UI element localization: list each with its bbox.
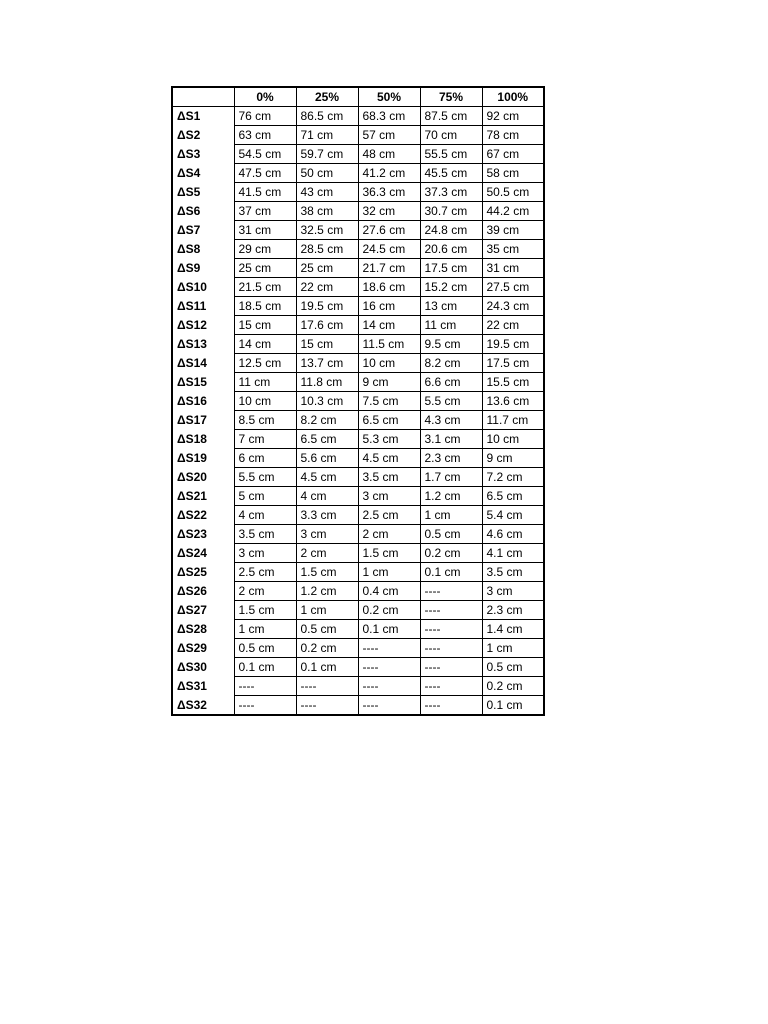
table-cell-75-percent: 70 cm <box>420 126 482 145</box>
table-cell-100-percent: 0.1 cm <box>482 696 544 716</box>
table-row <box>172 278 544 297</box>
table-cell-0-percent: 25 cm <box>234 259 296 278</box>
table-cell-100-percent: 1.4 cm <box>482 620 544 639</box>
row-label: ΔS4 <box>172 164 234 183</box>
table-cell-50-percent: 0.1 cm <box>358 620 420 639</box>
table-cell-0-percent: 1 cm <box>234 620 296 639</box>
row-label: ΔS28 <box>172 620 234 639</box>
table-cell-75-percent: 15.2 cm <box>420 278 482 297</box>
table-cell-50-percent: 1 cm <box>358 563 420 582</box>
table-cell-75-percent: 0.1 cm <box>420 563 482 582</box>
row-label: ΔS25 <box>172 563 234 582</box>
table-cell-25-percent: 6.5 cm <box>296 430 358 449</box>
table-row <box>172 183 544 202</box>
table-cell-0-percent: 12.5 cm <box>234 354 296 373</box>
table-cell-0-percent: 5.5 cm <box>234 468 296 487</box>
table-cell-100-percent: 39 cm <box>482 221 544 240</box>
table-cell-50-percent: 3 cm <box>358 487 420 506</box>
table-row <box>172 373 544 392</box>
table-cell-25-percent: 1.2 cm <box>296 582 358 601</box>
table-cell-25-percent: 13.7 cm <box>296 354 358 373</box>
table-cell-25-percent: 4 cm <box>296 487 358 506</box>
table-cell-75-percent: ---- <box>420 620 482 639</box>
column-header-75-percent: 75% <box>420 87 482 107</box>
table-cell-100-percent: 0.2 cm <box>482 677 544 696</box>
table-cell-75-percent: 1.7 cm <box>420 468 482 487</box>
table-cell-0-percent: 6 cm <box>234 449 296 468</box>
table-row <box>172 164 544 183</box>
table-cell-75-percent: ---- <box>420 639 482 658</box>
table-cell-25-percent: 38 cm <box>296 202 358 221</box>
delta-s-table <box>171 86 545 716</box>
row-label: ΔS7 <box>172 221 234 240</box>
table-row <box>172 677 544 696</box>
table-cell-0-percent: 29 cm <box>234 240 296 259</box>
table-row <box>172 411 544 430</box>
table-cell-75-percent: 1.2 cm <box>420 487 482 506</box>
table-row <box>172 582 544 601</box>
row-label: ΔS1 <box>172 107 234 126</box>
table-cell-100-percent: 5.4 cm <box>482 506 544 525</box>
table-cell-75-percent: 0.5 cm <box>420 525 482 544</box>
table-cell-50-percent: 36.3 cm <box>358 183 420 202</box>
table-cell-75-percent: 5.5 cm <box>420 392 482 411</box>
table-cell-50-percent: 16 cm <box>358 297 420 316</box>
table-cell-75-percent: 4.3 cm <box>420 411 482 430</box>
table-cell-25-percent: 43 cm <box>296 183 358 202</box>
table-cell-100-percent: 10 cm <box>482 430 544 449</box>
table-cell-50-percent: 2 cm <box>358 525 420 544</box>
table-cell-100-percent: 58 cm <box>482 164 544 183</box>
table-cell-100-percent: 67 cm <box>482 145 544 164</box>
table-cell-25-percent: 3.3 cm <box>296 506 358 525</box>
table-cell-100-percent: 2.3 cm <box>482 601 544 620</box>
table-cell-50-percent: ---- <box>358 639 420 658</box>
table-cell-75-percent: 0.2 cm <box>420 544 482 563</box>
table-cell-50-percent: 27.6 cm <box>358 221 420 240</box>
table-cell-100-percent: 44.2 cm <box>482 202 544 221</box>
table-cell-0-percent: 10 cm <box>234 392 296 411</box>
row-label: ΔS22 <box>172 506 234 525</box>
row-label: ΔS24 <box>172 544 234 563</box>
table-cell-50-percent: ---- <box>358 658 420 677</box>
table-cell-100-percent: 6.5 cm <box>482 487 544 506</box>
table-cell-100-percent: 92 cm <box>482 107 544 126</box>
table-cell-100-percent: 9 cm <box>482 449 544 468</box>
table-cell-100-percent: 31 cm <box>482 259 544 278</box>
row-label: ΔS2 <box>172 126 234 145</box>
table-cell-0-percent: 2 cm <box>234 582 296 601</box>
table-cell-50-percent: 4.5 cm <box>358 449 420 468</box>
row-label: ΔS21 <box>172 487 234 506</box>
table-row <box>172 620 544 639</box>
table-cell-0-percent: 21.5 cm <box>234 278 296 297</box>
table-cell-75-percent: 45.5 cm <box>420 164 482 183</box>
table-cell-0-percent: 1.5 cm <box>234 601 296 620</box>
table-cell-100-percent: 13.6 cm <box>482 392 544 411</box>
table-cell-25-percent: 1.5 cm <box>296 563 358 582</box>
table-cell-50-percent: 41.2 cm <box>358 164 420 183</box>
table-row <box>172 335 544 354</box>
table-cell-75-percent: 13 cm <box>420 297 482 316</box>
table-cell-0-percent: 18.5 cm <box>234 297 296 316</box>
table-cell-50-percent: 68.3 cm <box>358 107 420 126</box>
table-cell-50-percent: 2.5 cm <box>358 506 420 525</box>
table-cell-50-percent: 18.6 cm <box>358 278 420 297</box>
row-label: ΔS20 <box>172 468 234 487</box>
table-cell-100-percent: 4.1 cm <box>482 544 544 563</box>
table-cell-50-percent: 24.5 cm <box>358 240 420 259</box>
table-cell-25-percent: 25 cm <box>296 259 358 278</box>
table-cell-25-percent: 59.7 cm <box>296 145 358 164</box>
table-cell-25-percent: 11.8 cm <box>296 373 358 392</box>
row-label: ΔS32 <box>172 696 234 716</box>
table-row <box>172 107 544 126</box>
table-row <box>172 468 544 487</box>
table-cell-0-percent: 31 cm <box>234 221 296 240</box>
row-label: ΔS8 <box>172 240 234 259</box>
table-cell-0-percent: 3 cm <box>234 544 296 563</box>
table-row <box>172 506 544 525</box>
table-row <box>172 487 544 506</box>
table-row <box>172 639 544 658</box>
row-label: ΔS29 <box>172 639 234 658</box>
table-cell-75-percent: 37.3 cm <box>420 183 482 202</box>
table-cell-0-percent: 4 cm <box>234 506 296 525</box>
table-cell-25-percent: 71 cm <box>296 126 358 145</box>
table-cell-75-percent: 55.5 cm <box>420 145 482 164</box>
table-cell-25-percent: 50 cm <box>296 164 358 183</box>
table-cell-25-percent: 86.5 cm <box>296 107 358 126</box>
table-row <box>172 525 544 544</box>
table-cell-75-percent: 2.3 cm <box>420 449 482 468</box>
table-cell-25-percent: ---- <box>296 677 358 696</box>
column-header-25-percent: 25% <box>296 87 358 107</box>
row-label: ΔS27 <box>172 601 234 620</box>
table-cell-0-percent: 63 cm <box>234 126 296 145</box>
table-cell-0-percent: 37 cm <box>234 202 296 221</box>
table-cell-50-percent: 11.5 cm <box>358 335 420 354</box>
row-label: ΔS11 <box>172 297 234 316</box>
table-cell-25-percent: 10.3 cm <box>296 392 358 411</box>
table-cell-0-percent: 11 cm <box>234 373 296 392</box>
table-cell-100-percent: 17.5 cm <box>482 354 544 373</box>
table-cell-75-percent: 6.6 cm <box>420 373 482 392</box>
table-cell-75-percent: 1 cm <box>420 506 482 525</box>
table-cell-25-percent: 3 cm <box>296 525 358 544</box>
table-cell-100-percent: 19.5 cm <box>482 335 544 354</box>
table-cell-75-percent: ---- <box>420 696 482 716</box>
table-cell-50-percent: 3.5 cm <box>358 468 420 487</box>
table-cell-25-percent: 32.5 cm <box>296 221 358 240</box>
table-row <box>172 658 544 677</box>
column-header-50-percent: 50% <box>358 87 420 107</box>
table-cell-0-percent: 0.1 cm <box>234 658 296 677</box>
table-cell-25-percent: 15 cm <box>296 335 358 354</box>
table-cell-0-percent: 14 cm <box>234 335 296 354</box>
table-cell-100-percent: 35 cm <box>482 240 544 259</box>
table-cell-0-percent: 2.5 cm <box>234 563 296 582</box>
table-cell-0-percent: 15 cm <box>234 316 296 335</box>
table-cell-75-percent: ---- <box>420 658 482 677</box>
table-row <box>172 544 544 563</box>
table-cell-50-percent: 21.7 cm <box>358 259 420 278</box>
table-cell-50-percent: 7.5 cm <box>358 392 420 411</box>
table-row <box>172 240 544 259</box>
table-cell-50-percent: 48 cm <box>358 145 420 164</box>
table-cell-75-percent: ---- <box>420 601 482 620</box>
table-cell-25-percent: 0.2 cm <box>296 639 358 658</box>
row-label: ΔS16 <box>172 392 234 411</box>
table-cell-25-percent: 1 cm <box>296 601 358 620</box>
table-row <box>172 449 544 468</box>
table-cell-100-percent: 15.5 cm <box>482 373 544 392</box>
row-label: ΔS31 <box>172 677 234 696</box>
row-label: ΔS18 <box>172 430 234 449</box>
table-cell-100-percent: 1 cm <box>482 639 544 658</box>
row-label: ΔS10 <box>172 278 234 297</box>
column-header-corner <box>172 87 234 107</box>
table-row <box>172 221 544 240</box>
table-row <box>172 601 544 620</box>
table-row <box>172 392 544 411</box>
table-cell-0-percent: 47.5 cm <box>234 164 296 183</box>
table-cell-0-percent: ---- <box>234 677 296 696</box>
table-row <box>172 563 544 582</box>
table-cell-75-percent: 87.5 cm <box>420 107 482 126</box>
table-cell-50-percent: 14 cm <box>358 316 420 335</box>
table-cell-50-percent: 1.5 cm <box>358 544 420 563</box>
table-row <box>172 696 544 716</box>
table-cell-100-percent: 3 cm <box>482 582 544 601</box>
table-cell-75-percent: 8.2 cm <box>420 354 482 373</box>
table-cell-0-percent: 3.5 cm <box>234 525 296 544</box>
table-cell-0-percent: 76 cm <box>234 107 296 126</box>
table-body <box>172 107 544 716</box>
table-cell-0-percent: 0.5 cm <box>234 639 296 658</box>
table-cell-0-percent: 41.5 cm <box>234 183 296 202</box>
table-cell-25-percent: 8.2 cm <box>296 411 358 430</box>
row-label: ΔS5 <box>172 183 234 202</box>
row-label: ΔS19 <box>172 449 234 468</box>
table-cell-100-percent: 50.5 cm <box>482 183 544 202</box>
table-cell-100-percent: 27.5 cm <box>482 278 544 297</box>
row-label: ΔS3 <box>172 145 234 164</box>
table-cell-100-percent: 11.7 cm <box>482 411 544 430</box>
table-cell-25-percent: ---- <box>296 696 358 716</box>
table-cell-50-percent: 9 cm <box>358 373 420 392</box>
table-row <box>172 297 544 316</box>
table-cell-50-percent: 0.4 cm <box>358 582 420 601</box>
row-label: ΔS30 <box>172 658 234 677</box>
table-row <box>172 316 544 335</box>
table-cell-75-percent: ---- <box>420 677 482 696</box>
table-cell-25-percent: 19.5 cm <box>296 297 358 316</box>
row-label: ΔS14 <box>172 354 234 373</box>
table-cell-75-percent: 20.6 cm <box>420 240 482 259</box>
table-cell-100-percent: 0.5 cm <box>482 658 544 677</box>
table-cell-75-percent: 17.5 cm <box>420 259 482 278</box>
table-cell-75-percent: ---- <box>420 582 482 601</box>
table-row <box>172 354 544 373</box>
table-cell-50-percent: 6.5 cm <box>358 411 420 430</box>
table-cell-100-percent: 4.6 cm <box>482 525 544 544</box>
table-cell-100-percent: 78 cm <box>482 126 544 145</box>
table-cell-25-percent: 28.5 cm <box>296 240 358 259</box>
table-cell-75-percent: 30.7 cm <box>420 202 482 221</box>
table-row <box>172 259 544 278</box>
table-cell-50-percent: ---- <box>358 696 420 716</box>
table-cell-50-percent: 5.3 cm <box>358 430 420 449</box>
row-label: ΔS13 <box>172 335 234 354</box>
table-cell-75-percent: 24.8 cm <box>420 221 482 240</box>
row-label: ΔS12 <box>172 316 234 335</box>
table-cell-50-percent: 32 cm <box>358 202 420 221</box>
table-cell-25-percent: 4.5 cm <box>296 468 358 487</box>
table-cell-25-percent: 22 cm <box>296 278 358 297</box>
table-cell-25-percent: 2 cm <box>296 544 358 563</box>
table-cell-25-percent: 0.5 cm <box>296 620 358 639</box>
table-cell-0-percent: 7 cm <box>234 430 296 449</box>
table-cell-75-percent: 11 cm <box>420 316 482 335</box>
row-label: ΔS23 <box>172 525 234 544</box>
table-cell-100-percent: 7.2 cm <box>482 468 544 487</box>
table-cell-75-percent: 3.1 cm <box>420 430 482 449</box>
table-cell-50-percent: 0.2 cm <box>358 601 420 620</box>
table-cell-25-percent: 17.6 cm <box>296 316 358 335</box>
table-cell-50-percent: 10 cm <box>358 354 420 373</box>
table-row <box>172 126 544 145</box>
column-header-100-percent: 100% <box>482 87 544 107</box>
table-cell-0-percent: ---- <box>234 696 296 716</box>
table-cell-100-percent: 3.5 cm <box>482 563 544 582</box>
table-header-row <box>172 87 544 107</box>
row-label: ΔS9 <box>172 259 234 278</box>
table-cell-25-percent: 0.1 cm <box>296 658 358 677</box>
row-label: ΔS6 <box>172 202 234 221</box>
row-label: ΔS26 <box>172 582 234 601</box>
table-row <box>172 430 544 449</box>
table-cell-0-percent: 5 cm <box>234 487 296 506</box>
table-row <box>172 202 544 221</box>
table-cell-100-percent: 24.3 cm <box>482 297 544 316</box>
table-cell-75-percent: 9.5 cm <box>420 335 482 354</box>
row-label: ΔS17 <box>172 411 234 430</box>
table-row <box>172 145 544 164</box>
table-cell-50-percent: 57 cm <box>358 126 420 145</box>
table-cell-0-percent: 8.5 cm <box>234 411 296 430</box>
row-label: ΔS15 <box>172 373 234 392</box>
column-header-0-percent: 0% <box>234 87 296 107</box>
table-cell-100-percent: 22 cm <box>482 316 544 335</box>
table-cell-50-percent: ---- <box>358 677 420 696</box>
table-cell-25-percent: 5.6 cm <box>296 449 358 468</box>
table-cell-0-percent: 54.5 cm <box>234 145 296 164</box>
